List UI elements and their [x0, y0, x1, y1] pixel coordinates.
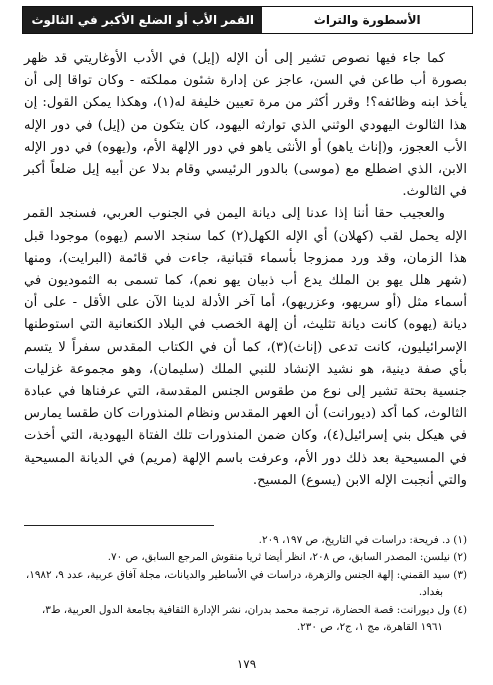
page-number: ١٧٩	[236, 657, 257, 671]
running-header	[22, 6, 473, 34]
paragraph: كما جاء فيها نصوص تشير إلى أن الإله (إيل) في الأدب الأوغاريتي قد ظهر بصورة أب طاعن في السن، عاجز عن إدارة شئون مملكته - وكان تواقا إلى أن يأخذ ابنه وظائفه؟! وقرر أكثر من مرة تعيين خليفة له(١)، وهكذا يمكن القول: إن هذا الثالوث اليهودي الوثني الذي توارثه اليهود، كان يتكون من (إيل) في دور الإله الأب العجوز، و(إناث ياهو) أو الأنثى ياهو في دور الإلهة الأم، و(يهوه) في دور الإله الابن، الذي اضطلع مع (موسى) بالدور الرئيسي وقام بدلا عن أبيه إيل ضلعاً أكبر في الثالوث.	[24, 51, 468, 200]
header-section-title: الأسطورة والتراث	[313, 13, 421, 27]
footnote-item: (٤) ول ديورانت: قصة الحضارة، ترجمة محمد بدران، نشر الإدارة الثقافية بجامعة الدول العربية، ط٣، ١٩٦١ القاهرة، مج ١، ج٢، ص ٢٣٠.	[41, 603, 467, 634]
footnotes	[24, 532, 467, 636]
footnote-item: (١) د. فريحة: دراسات في التاريخ، ص ١٩٧، ٢٠٩.	[258, 534, 467, 546]
footnote-separator	[24, 525, 214, 526]
main-text	[24, 48, 467, 492]
footnote-item: (٣) سيد القمني: إلهة الجنس والزهرة، دراسات في الأساطير والديانات، مجلة آفاق عربية، عدد ٩، ١٩٨٢، بغداد.	[25, 568, 467, 599]
footnote-item: (٢) نيلسن: المصدر السابق، ص ٢٠٨، انظر أيضا ثريا منقوش المرجع السابق، ص ٧٠.	[107, 551, 467, 564]
header-chapter-title: القمر الأب أو الضلع الأكبر في الثالوث	[23, 7, 262, 33]
paragraph: والعجيب حقا أننا إذا عدنا إلى ديانة اليمن في الجنوب العربي، فسنجد القمر الإله يحمل لقب (كهلان) أي الإله الكهل(٢) كما سنجد الاسم (يهوه) موجودا قبل هذا الزمان، وقد ورد ممزوجا بأسماء قتبانية، جاءت في قائمة (البرايت)، ومنها (شهر هلل يهو بن الملك يدع أب ذبيان يهو نعم)، كما تسمى به الثموديون في أسماء مثل (أو سريهو، وعزريهو)، أما آخر الأدلة لدينا الآن على الأقل - على أن ديانة (يهوه) كانت ديانة تثليث، أن إلهة الخصب في البلاد الكنعانية التي استوطنها الإسرائيليون، كانت تدعى (إناث)(٣)، كما أن في الكتاب المقدس سفراً لا يتسم بأي صفة دينية، هو نشيد الإنشاد للنبي الملك (سليمان)، وهو مجموعة غزليات جنسية بحتة تشير إلى نوع من طقوس الجنس المقدسة، التي عرفناها في عبادة الثالوث، كما أكد (ديورانت) أن العهر المقدس ونظام المنذورات كان طقسا يمارس في هيكل بني إسرائيل(٤)، وكان ضمن المنذورات تلك الفتاة اليهودية، التي أخذت في المسيحية بعد ذلك دور الأم، وعرفت باسم الإلهة (مريم) في الديانة المسيحية والتي أنجبت الإله الابن (يسوع) المسيح.	[24, 206, 468, 488]
